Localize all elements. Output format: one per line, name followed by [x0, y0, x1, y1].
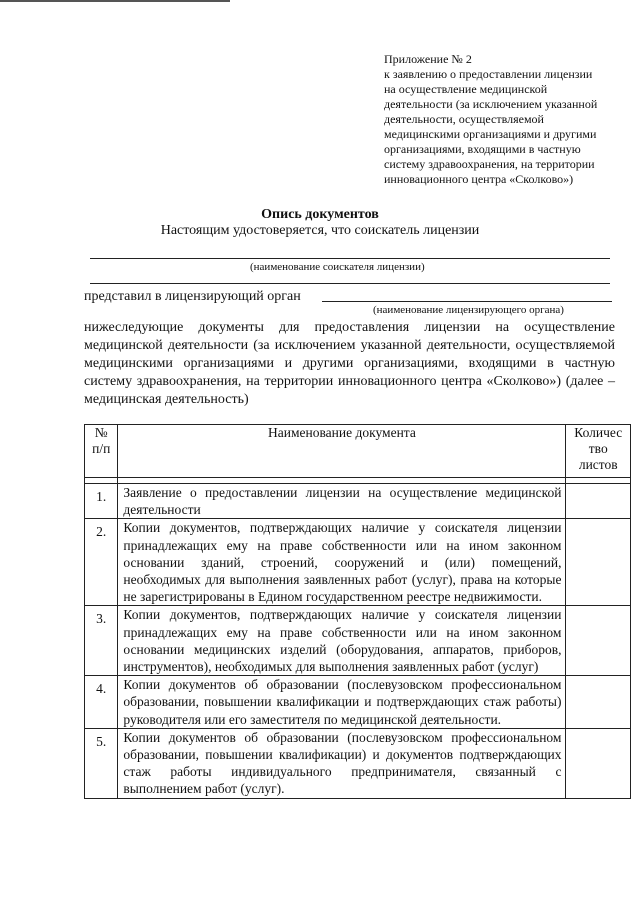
row-document-name: Копии документов об образовании (послевузовском профессиональном образовании, повышении квалификации и подтверждающих стаж работы) руководителя или его заместителя по медицинской деятельности.	[118, 676, 566, 729]
appendix-line: деятельности (за исключением указанной	[384, 97, 598, 111]
presented-label: представил в лицензирующий орган	[84, 289, 301, 304]
table-row	[85, 519, 631, 606]
authority-caption: (наименование лицензирующего органа)	[373, 304, 564, 316]
header-document-name: Наименование документа	[118, 425, 566, 478]
row-sheet-count[interactable]	[566, 606, 631, 676]
row-number: 1.	[85, 484, 118, 519]
appendix-note	[384, 52, 620, 187]
table-row	[85, 676, 631, 729]
row-sheet-count[interactable]	[566, 676, 631, 729]
table-row	[85, 606, 631, 676]
header-sheet-count	[566, 425, 631, 478]
appendix-line: к заявлению о предоставлении лицензии	[384, 67, 593, 81]
authority-blank-line	[322, 301, 612, 302]
appendix-line: деятельности, осуществляемой	[384, 112, 544, 126]
documents-table	[84, 424, 631, 799]
scan-top-line	[0, 0, 230, 2]
document-subtitle: Настоящим удостоверяется, что соискатель лицензии	[160, 223, 480, 238]
row-number: 5.	[85, 728, 118, 798]
applicant-blank-line-2	[90, 283, 610, 284]
body-paragraph: нижеследующие документы для предоставления лицензии на осуществление медицинской деятельности (за исключением указанной деятельности, осуществляемой медицинскими организациями и другими организациями, входящими в частную систему здравоохранения, на территории инновационного центра «Сколково») (далее – медицинская деятельность)	[84, 320, 615, 407]
header-count-line: листов	[578, 457, 618, 472]
row-document-name: Копии документов, подтверждающих наличие у соискателя лицензии принадлежащих ему на праве собственности или на ином законном основании медицинских изделий (оборудования, аппаратов, приборов, инструментов), необходимых для выполнения заявленных работ (услуг)	[118, 606, 566, 676]
row-number: 2.	[85, 519, 118, 606]
header-count-line: тво	[588, 441, 608, 456]
appendix-line: медицинскими организациями и другими	[384, 127, 597, 141]
row-sheet-count[interactable]	[566, 519, 631, 606]
header-number-line: п/п	[92, 441, 111, 456]
row-sheet-count[interactable]	[566, 728, 631, 798]
row-number: 4.	[85, 676, 118, 729]
applicant-caption: (наименование соискателя лицензии)	[250, 261, 425, 273]
row-document-name: Копии документов, подтверждающих наличие у соискателя лицензии принадлежащих ему на праве собственности или на ином законном основании зданий, строений, сооружений и (или) помещений, необходимых для выполнения заявленных работ (услуг), права на которые не зарегистрированы в Едином государственном реестре недвижимости.	[118, 519, 566, 606]
row-document-name: Заявление о предоставлении лицензии на осуществление медицинской деятельности	[118, 484, 566, 519]
appendix-line: систему здравоохранения, на территории	[384, 157, 595, 171]
header-count-line: Количес	[574, 425, 623, 440]
appendix-line: организациями, входящими в частную	[384, 142, 581, 156]
row-sheet-count[interactable]	[566, 484, 631, 519]
table-row	[85, 728, 631, 798]
header-number	[85, 425, 118, 478]
row-document-name: Копии документов об образовании (послевузовском профессиональном образовании, повышении квалификации) и документов подтверждающих стаж работы индивидуального предпринимателя, связанный с выполнением работ (услуг).	[118, 728, 566, 798]
table-header-row	[85, 425, 631, 478]
appendix-line: инновационного центра «Сколково»)	[384, 172, 574, 186]
table-row	[85, 484, 631, 519]
appendix-line: на осуществление медицинской	[384, 82, 548, 96]
applicant-blank-line	[90, 258, 610, 259]
appendix-line: Приложение № 2	[384, 52, 472, 66]
document-title: Опись документов	[261, 207, 379, 222]
header-number-line: №	[94, 425, 108, 440]
row-number: 3.	[85, 606, 118, 676]
